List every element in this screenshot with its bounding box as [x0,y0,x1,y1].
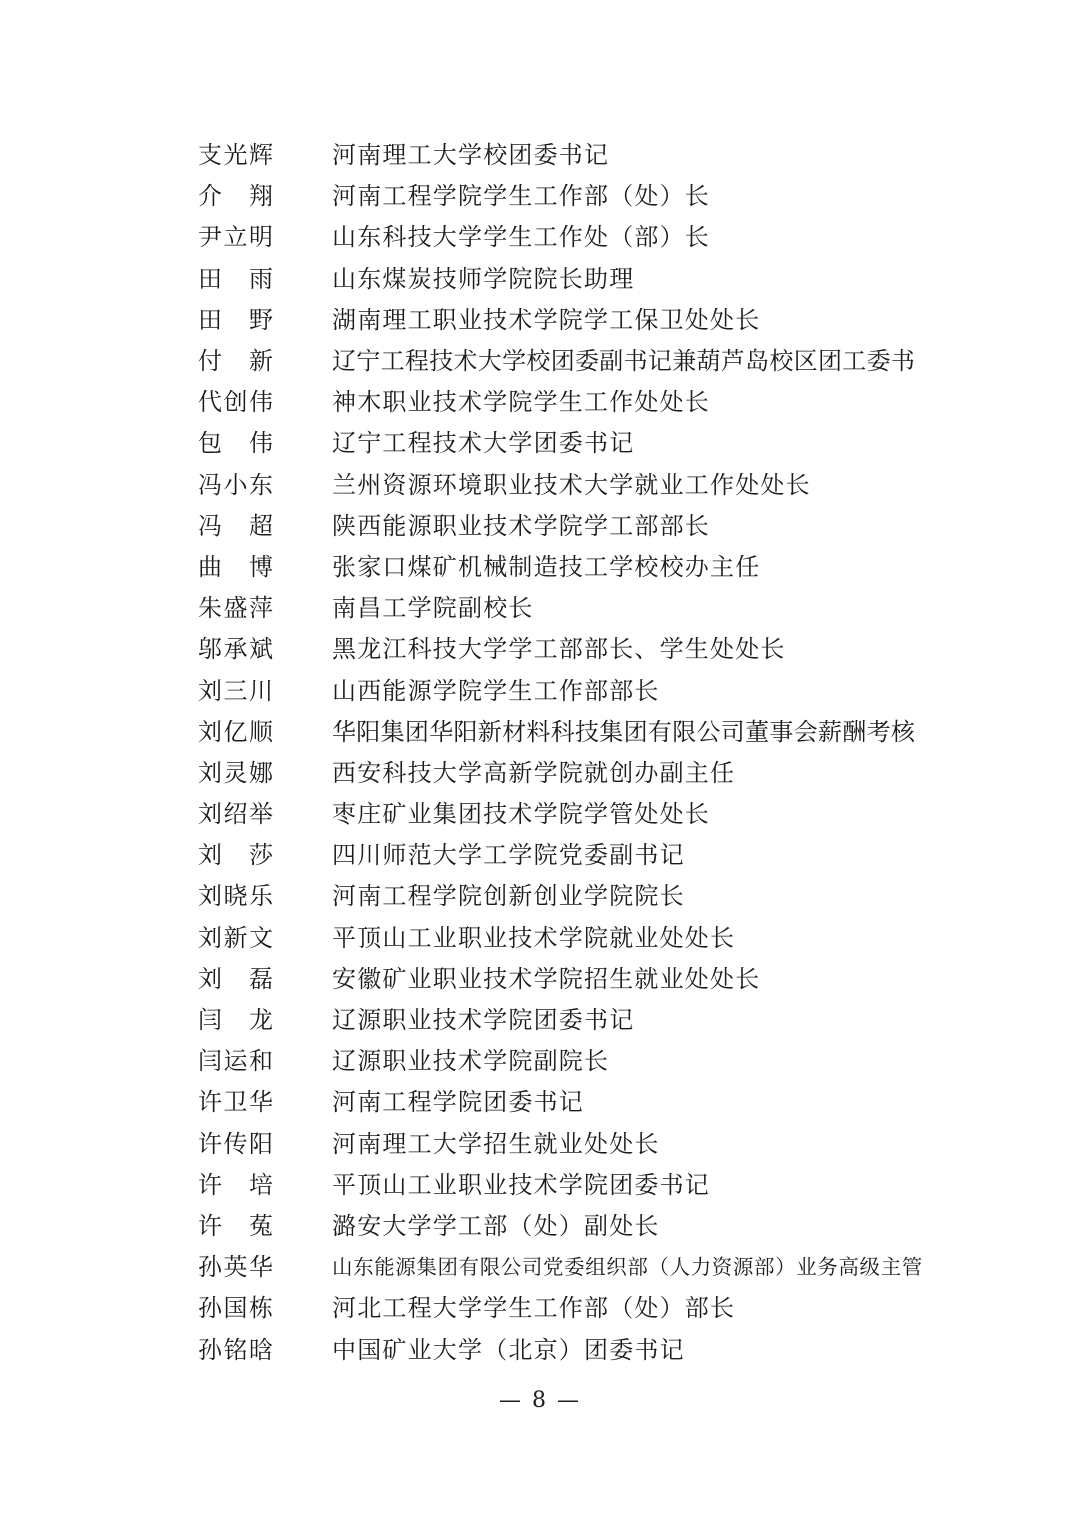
person-title: 张家口煤矿机械制造技工学校校办主任 [332,552,761,581]
person-name: 包 伟 [198,429,274,458]
person-name: 许传阳 [198,1129,274,1158]
person-name: 支光辉 [198,141,274,170]
list-item [198,832,958,873]
person-name: 刘 磊 [198,964,274,993]
person-title: 辽源职业技术学院团委书记 [332,1006,635,1035]
person-name: 孙铭晗 [198,1335,274,1364]
list-item [198,915,958,956]
person-name: 孙英华 [198,1253,274,1282]
person-name: 闫 龙 [198,1006,274,1035]
list-item [198,338,958,379]
person-title: 湖南理工职业技术学院学工保卫处处长 [332,305,761,334]
list-item [198,544,958,585]
person-title: 南昌工学院副校长 [332,594,534,623]
person-title: 平顶山工业职业技术学院就业处处长 [332,923,736,952]
list-item [198,626,958,667]
person-name: 田 雨 [198,264,274,293]
list-item [198,462,958,503]
person-title: 潞安大学学工部（处）副处长 [332,1211,660,1240]
person-title: 西安科技大学高新学院就创办副主任 [332,758,736,787]
person-name: 代创伟 [198,388,274,417]
person-name: 刘亿顺 [198,717,274,746]
person-name: 刘灵娜 [198,758,274,787]
person-title: 河南理工大学招生就业处处长 [332,1129,660,1158]
list-item [198,1285,958,1326]
list-item [198,1203,958,1244]
person-title: 河南工程学院学生工作部（处）长 [332,182,710,211]
list-item [198,1162,958,1203]
list-item [198,1079,958,1120]
person-name: 付 新 [198,347,274,376]
person-name: 刘新文 [198,923,274,952]
person-title: 河南工程学院创新创业学院院长 [332,882,685,911]
person-name: 邬承斌 [198,635,274,664]
list-item [198,132,958,173]
person-name: 闫运和 [198,1047,274,1076]
list-item [198,873,958,914]
person-title: 兰州资源环境职业技术大学就业工作处处长 [332,470,811,499]
person-name: 孙国栋 [198,1294,274,1323]
page-number: — 8 — [499,1388,581,1413]
list-item [198,256,958,297]
person-title: 黑龙江科技大学学工部部长、学生处处长 [332,635,786,664]
person-name: 刘绍举 [198,800,274,829]
person-title: 山东科技大学学生工作处（部）长 [332,223,710,252]
person-title: 陕西能源职业技术学院学工部部长 [332,511,710,540]
person-name: 许 培 [198,1170,274,1199]
person-name: 田 野 [198,305,274,334]
person-name: 冯小东 [198,470,274,499]
list-item [198,503,958,544]
list-item [198,297,958,338]
person-title: 山东能源集团有限公司党委组织部（人力资源部）业务高级主管 [332,1254,923,1279]
list-item [198,214,958,255]
list-item [198,750,958,791]
person-title: 平顶山工业职业技术学院团委书记 [332,1170,710,1199]
list-item [198,420,958,461]
person-title: 辽宁工程技术大学校团委副书记兼葫芦岛校区团工委书 [332,347,916,376]
person-name: 尹立明 [198,223,274,252]
list-item [198,1244,958,1285]
person-title: 枣庄矿业集团技术学院学管处处长 [332,800,710,829]
person-name: 冯 超 [198,511,274,540]
list-item [198,667,958,708]
person-title: 山西能源学院学生工作部部长 [332,676,660,705]
person-title: 河南工程学院团委书记 [332,1088,584,1117]
person-name: 介 翔 [198,182,274,211]
person-title: 神木职业技术学院学生工作处处长 [332,388,710,417]
list-item [198,585,958,626]
list-item [198,173,958,214]
name-list [198,132,958,1368]
person-title: 中国矿业大学（北京）团委书记 [332,1335,685,1364]
person-name: 许 菟 [198,1211,274,1240]
person-title: 辽源职业技术学院副院长 [332,1047,610,1076]
person-name: 曲 博 [198,552,274,581]
person-title: 山东煤炭技师学院院长助理 [332,264,635,293]
person-title: 河北工程大学学生工作部（处）部长 [332,1294,736,1323]
person-title: 河南理工大学校团委书记 [332,141,610,170]
list-item [198,956,958,997]
person-name: 朱盛萍 [198,594,274,623]
person-title: 辽宁工程技术大学团委书记 [332,429,635,458]
list-item [198,1038,958,1079]
person-name: 刘晓乐 [198,882,274,911]
person-name: 许卫华 [198,1088,274,1117]
person-name: 刘三川 [198,676,274,705]
list-item [198,709,958,750]
list-item [198,379,958,420]
person-title: 华阳集团华阳新材料科技集团有限公司董事会薪酬考核 [332,717,916,746]
list-item [198,791,958,832]
list-item [198,997,958,1038]
list-item [198,1121,958,1162]
person-title: 四川师范大学工学院党委副书记 [332,841,685,870]
person-name: 刘 莎 [198,841,274,870]
person-title: 安徽矿业职业技术学院招生就业处处长 [332,964,761,993]
list-item [198,1326,958,1367]
